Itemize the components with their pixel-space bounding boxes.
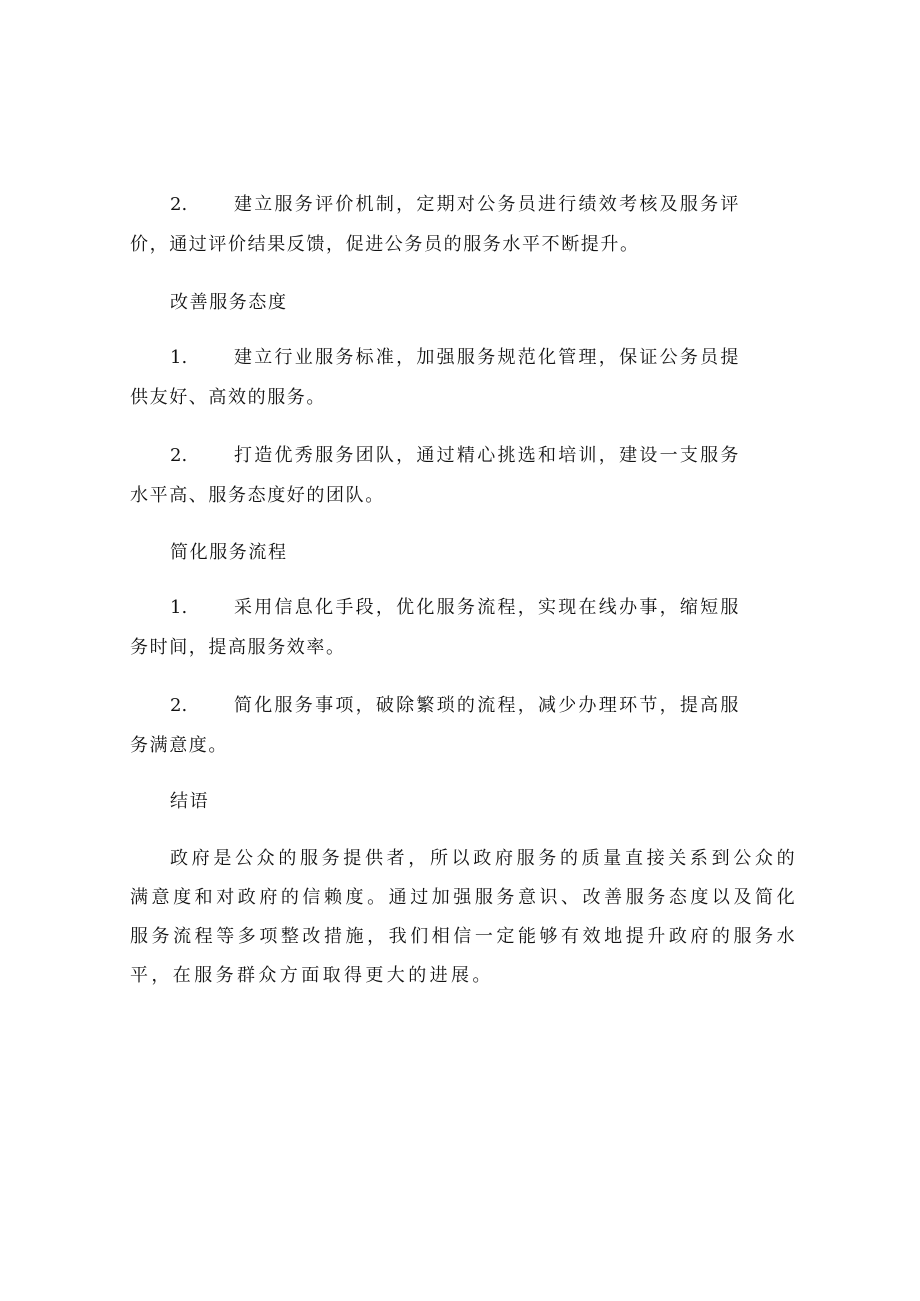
list-item-service-standards — [130, 338, 740, 418]
list-item-number: 1. — [170, 347, 188, 368]
list-item-text: 采用信息化手段，优化服务流程，实现在线办事，缩短服务时间，提高服务效率。 — [130, 597, 740, 658]
list-item-text: 建立服务评价机制，定期对公务员进行绩效考核及服务评价，通过评价结果反馈，促进公务员的服务水平不断提升。 — [130, 194, 740, 255]
list-item-text: 简化服务事项，破除繁琐的流程，减少办理环节，提高服务满意度。 — [130, 695, 740, 756]
conclusion-paragraph: 政府是公众的服务提供者，所以政府服务的质量直接关系到公众的满意度和对政府的信赖度。通过加强服务意识、改善服务态度以及简化服务流程等多项整改措施，我们相信一定能够有效地提升政府的服务水平，在服务群众方面取得更大的进展。 — [130, 848, 798, 986]
list-item-simplify-matters — [130, 686, 740, 766]
list-item-number: 1. — [170, 597, 188, 618]
list-item-text: 打造优秀服务团队，通过精心挑选和培训，建设一支服务水平高、服务态度好的团队。 — [130, 445, 740, 506]
list-item-text: 建立行业服务标准，加强服务规范化管理，保证公务员提供友好、高效的服务。 — [130, 347, 740, 408]
list-item-evaluation-mechanism — [130, 185, 740, 265]
section-heading-conclusion: 结语 — [170, 791, 210, 812]
list-item-number: 2. — [170, 695, 188, 716]
list-item-service-team — [130, 436, 740, 516]
list-item-informatization — [130, 588, 740, 668]
section-heading-improve-attitude: 改善服务态度 — [170, 292, 288, 313]
list-item-number: 2. — [170, 194, 188, 215]
section-heading-simplify-process: 简化服务流程 — [170, 542, 288, 563]
list-item-number: 2. — [170, 445, 188, 466]
